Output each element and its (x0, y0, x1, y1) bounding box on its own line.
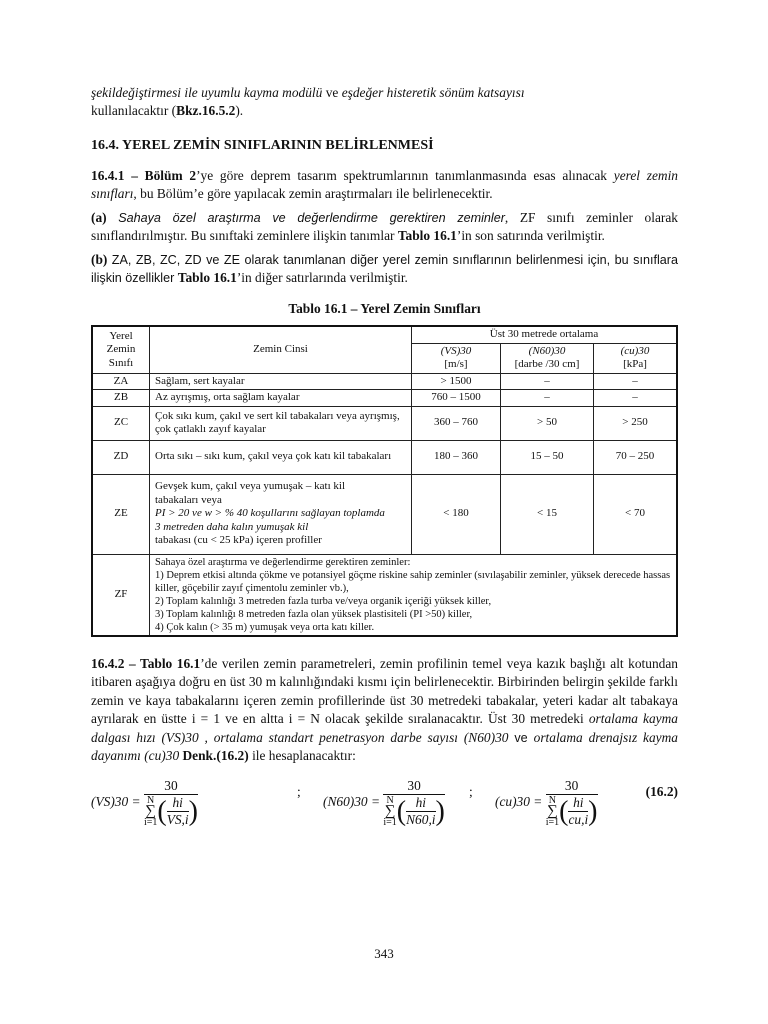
eq-d: VS,i (166, 812, 189, 828)
eq-d: N60,i (406, 812, 436, 828)
row-class: ZD (92, 440, 150, 474)
row-vs: 360 – 760 (412, 406, 501, 440)
table-ref: Tablo 16.1 (397, 228, 457, 243)
intro-paragraph (91, 84, 678, 120)
table-row (92, 406, 677, 440)
row-vs: > 1500 (412, 373, 501, 390)
para-text: ’ye göre deprem tasarım spektrumlarının tanımlanmasında esas alınacak (196, 168, 614, 183)
row-desc: Çok sıkı kum, çakıl ve sert kil tabakaları veya ayrışmış, çok çatlaklı zayıf kayalar (150, 406, 412, 440)
row-n60: – (501, 390, 594, 407)
sum-upper: N (147, 794, 155, 806)
row-class: ZB (92, 390, 150, 407)
zf-line: 3) Toplam kalınlığı 8 metreden fazla olan yüksek plastisiteli (PI >50) killer, (155, 608, 473, 620)
zf-line: 1) Deprem etkisi altında çökme ve potansiyel göçme riskine sahip zeminler (sıvılaşabilir zeminler, yüksek derecede hassas killer, göçebilir zayıf çimentolu zeminler vb.), (155, 569, 671, 594)
paragraph-16-4-1 (91, 167, 678, 203)
table-row (92, 440, 677, 474)
equation-cu (495, 778, 598, 828)
paragraph-16-4-2 (91, 655, 678, 767)
paren-left: ( (157, 795, 167, 827)
zf-desc (150, 554, 678, 636)
item-b-text: ZA, ZB, ZC, ZD ve ZE olarak tanımlanan diğer yerel zemin sınıflarının belirlenmesi için, bu sınıflara ilişkin özellikler (91, 253, 678, 285)
zf-line: Sahaya özel araştırma ve değerlendirme gerektiren zeminler: (155, 556, 411, 568)
sum-sign: ∑ (384, 802, 396, 819)
equation-16-2 (91, 778, 678, 842)
row-desc: Orta sıkı – sıkı kum, çakıl veya çok katı kil tabakaları (150, 440, 412, 474)
sum-symbol (546, 796, 559, 828)
equation-n60 (323, 778, 445, 828)
row-cu: – (594, 373, 678, 390)
row-class: ZE (92, 474, 150, 554)
math-n6030: (N60)30 (458, 729, 515, 745)
row-desc (150, 474, 412, 554)
eq-inner (406, 795, 435, 828)
header-cu (594, 343, 678, 373)
sum-lower: i=1 (383, 816, 397, 828)
item-a-text: , ZF sınıfı zeminler olarak sınıflandırılmıştır. Bu sınıftaki zeminlere ilişkin tanımlar (91, 210, 678, 243)
soil-class-table (91, 325, 678, 637)
eq-inner (167, 795, 189, 828)
section-title: 16.4. YEREL ZEMİN SINIFLARININ BELİRLENMESİ (91, 138, 434, 153)
header-vs (412, 343, 501, 373)
eq-denominator (545, 794, 598, 828)
para-italic: yerel zemin sınıfları (91, 168, 679, 201)
row-desc: Sağlam, sert kayalar (150, 373, 412, 390)
row-vs: 760 – 1500 (412, 390, 501, 407)
header-class (92, 326, 150, 373)
eq-denominator (383, 794, 445, 828)
eq-h: hi (568, 795, 588, 812)
para-2-italic-2: ortalama standart penetrasyon darbe sayısı (213, 729, 458, 745)
eq-numerator: 30 (383, 778, 444, 795)
item-b-text-2: ’in diğer satırlarında verilmiştir. (236, 270, 408, 285)
eq-fraction (383, 778, 444, 828)
para-2-text: ’de verilen zemin parametreleri, zemin profilinin temel veya kazık başlığı alt kotundan itibaren aşağıya doğru en üst 30 m kalınlığındaki kısmı için belirlenecektir. Birbirinden belirgin şekilde farklı zemin ve kaya tabakalarını içeren zemin profillerinde üst 30 metredeki tabakalar, yeteri kadar alt tabakaya ayrılarak en üstte i = 1 ve en altta i = N olacak şekilde sıralanacaktır. Üst 30 metredeki (91, 655, 678, 727)
row-vs: 180 – 360 (412, 440, 501, 474)
header-vs-unit: [m/s] (444, 358, 468, 370)
para-number-2: 16.4.2 – Tablo 16.1 (91, 655, 201, 671)
header-cu-symbol: (cu)30 (620, 344, 650, 357)
row-class: ZF (92, 554, 150, 636)
ze-desc-line: Gevşek kum, çakıl veya yumuşak – katı kil tabakaları veya (155, 480, 346, 506)
table-row (92, 373, 677, 390)
eq-inner (568, 795, 588, 828)
sum-sign: ∑ (145, 802, 156, 819)
equation-vs (91, 778, 198, 828)
eq-h: hi (406, 795, 435, 812)
eq-fraction (144, 778, 198, 828)
eq-separator: ; (297, 784, 301, 800)
row-cu: – (594, 390, 678, 407)
item-a-italic: Sahaya özel araştırma ve değerlendirme gerektiren zeminler (118, 211, 505, 225)
row-n60: 15 – 50 (501, 440, 594, 474)
sum-symbol (144, 796, 157, 828)
sum-lower: i=1 (545, 816, 560, 828)
eq-separator: ; (469, 784, 473, 800)
header-cu-unit: [kPa] (623, 358, 647, 370)
zf-line: 2) Toplam kalınlığı 3 metreden fazla turba ve/veya organik içeriği yüksek killer, (155, 595, 492, 607)
row-class: ZA (92, 373, 150, 390)
header-group: Üst 30 metrede ortalama (412, 326, 678, 343)
equation-ref: Denk.(16.2) (182, 748, 249, 764)
para-2-ve: ve (514, 730, 534, 745)
header-class-line: Sınıfı (108, 356, 134, 369)
page-number: 343 (374, 946, 394, 961)
ze-desc-line: PI > 20 ve w > % 40 koşullarını sağlayan toplamda 3 metreden daha kalın yumuşak kil (155, 507, 385, 533)
intro-ref: Bkz.16.5.2 (176, 103, 236, 118)
paren-right: ) (188, 795, 198, 827)
row-n60: > 50 (501, 406, 594, 440)
para-2-italic-3: ortalama drenajsız kayma dayanımı (91, 729, 678, 764)
table-row (92, 390, 677, 407)
item-label-b: (b) (91, 252, 108, 267)
eq-denominator (143, 794, 198, 828)
table-header-row (92, 326, 677, 343)
item-label-a: (a) (91, 210, 107, 225)
sum-lower: i=1 (143, 816, 158, 828)
zf-line: 4) Çok kalın (> 35 m) yumuşak veya orta katı killer. (155, 621, 375, 633)
row-vs: < 180 (412, 474, 501, 554)
para-2-text-2: ile hesaplanacaktır: (248, 748, 356, 764)
header-n60-unit: [darbe /30 cm] (514, 358, 580, 370)
intro-line2: kullanılacaktır ( (91, 103, 177, 118)
header-type: Zemin Cinsi (150, 326, 412, 373)
paragraph-a (91, 209, 678, 245)
eq-h: hi (167, 795, 189, 812)
paragraph-b (91, 251, 678, 287)
table-row-ze (92, 474, 677, 554)
row-n60: < 15 (501, 474, 594, 554)
intro-italic-2: eşdeğer histeretik sönüm katsayısı (341, 85, 525, 100)
eq-lhs: (VS)30 = (91, 794, 141, 810)
header-vs-symbol: (VS)30 (440, 344, 472, 357)
paren-left: ( (396, 795, 407, 827)
para-2-italic: ortalama kayma dalgası hızı (91, 711, 678, 745)
intro-ve: ve (325, 85, 339, 100)
row-class: ZC (92, 406, 150, 440)
row-cu: 70 – 250 (594, 440, 678, 474)
row-n60: – (501, 373, 594, 390)
eq-lhs: (cu)30 = (495, 794, 543, 810)
eq-fraction (546, 778, 598, 828)
row-cu: < 70 (594, 474, 678, 554)
row-cu: > 250 (594, 406, 678, 440)
eq-numerator: 30 (546, 778, 598, 795)
table-ref-b: Tablo 16.1 (177, 270, 237, 285)
eq-numerator: 30 (144, 778, 198, 795)
ze-desc-line: tabakası (cu < 25 kPa) içeren profiller (155, 534, 322, 547)
table-row-zf (92, 554, 677, 636)
eq-d: cu,i (568, 812, 589, 828)
item-a-text-2: ’in son satırında verilmiştir. (456, 228, 605, 243)
para-number: 16.4.1 – Bölüm 2 (91, 168, 197, 183)
paren-left: ( (559, 795, 569, 827)
page-body (91, 84, 678, 842)
sum-upper: N (548, 794, 557, 806)
paren-right: ) (435, 795, 445, 827)
sum-symbol (383, 796, 396, 828)
intro-end: ). (235, 103, 244, 118)
table-caption: Tablo 16.1 – Yerel Zemin Sınıfları (288, 301, 481, 316)
intro-italic-1: şekildeğiştirmesi ile uyumlu kayma modülü (91, 85, 323, 100)
sum-sign: ∑ (547, 802, 558, 819)
sum-upper: N (386, 794, 394, 806)
header-n60-symbol: (N60)30 (528, 344, 566, 357)
paren-right: ) (588, 795, 598, 827)
eq-lhs: (N60)30 = (323, 794, 381, 810)
para-text-2: , bu Bölüm’e göre yapılacak zemin araştırmaları ile belirlenecektir. (133, 186, 493, 201)
header-class-line: Yerel (109, 329, 133, 342)
equation-label: (16.2) (645, 784, 678, 800)
math-vs30: (VS)30 , (155, 729, 214, 745)
header-class-line: Zemin (106, 343, 136, 355)
math-cu30: (cu)30 (140, 748, 183, 764)
header-n60 (501, 343, 594, 373)
row-desc: Az ayrışmış, orta sağlam kayalar (150, 390, 412, 407)
